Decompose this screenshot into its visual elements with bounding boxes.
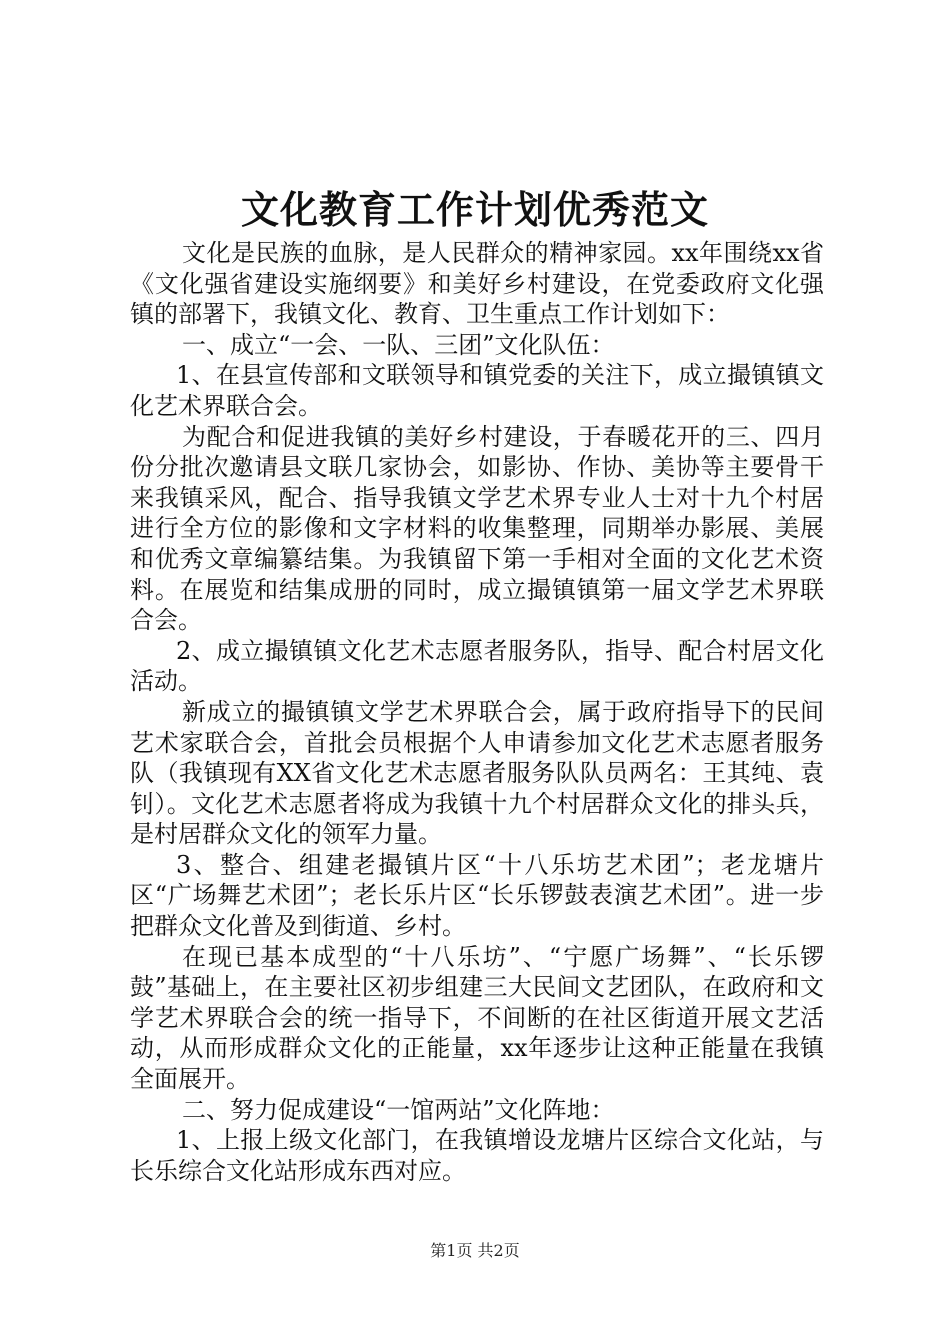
paragraph-1-3-detail: 在现已基本成型的“十八乐坊”、“宁愿广场舞”、“长乐锣鼓”基础上，在主要社区初步组建三大民间文艺团队，在政府和文学艺术界联合会的统一指导下，不间断的在社区街道开展文艺活动，从而形成群众文化的正能量，xx年逐步让这种正能量在我镇全面展开。	[130, 942, 824, 1094]
list-item-1-1: 1、在县宣传部和文联领导和镇党委的关注下，成立撮镇镇文化艺术界联合会。	[130, 361, 824, 420]
document-title: 文化教育工作计划优秀范文	[240, 187, 709, 232]
paragraph-1-1-detail: 为配合和促进我镇的美好乡村建设，于春暖花开的三、四月份分批次邀请县文联几家协会，如影协、作协、美协等主要骨干来我镇采风，配合、指导我镇文学艺术界专业人士对十九个村居进行全方位的影像和文字材料的收集整理，同期举办影展、美展和优秀文章编纂结集。为我镇留下第一手相对全面的文化艺术资料。在展览和结集成册的同时，成立撮镇镇第一届文学艺术界联合会。	[130, 422, 824, 635]
list-item-2-1: 1、上报上级文化部门，在我镇增设龙塘片区综合文化站，与长乐综合文化站形成东西对应。	[130, 1126, 824, 1185]
section-heading-1: 一、成立“一会、一队、三团”文化队伍：	[182, 330, 615, 359]
list-item-1-3: 3、整合、组建老撮镇片区“十八乐坊艺术团”；老龙塘片区“广场舞艺术团”；老长乐片区“长乐锣鼓表演艺术团”。进一步把群众文化普及到街道、乡村。	[130, 850, 824, 941]
list-item-1-2: 2、成立撮镇镇文化艺术志愿者服务队，指导、配合村居文化活动。	[130, 636, 824, 696]
paragraph-1-2-detail: 新成立的撮镇镇文学艺术界联合会，属于政府指导下的民间艺术家联合会，首批会员根据个人申请参加文化艺术志愿者服务队（我镇现有XX省文化艺术志愿者服务队队员两名：王其纯、袁钊）。文化艺术志愿者将成为我镇十九个村居群众文化的排头兵，是村居群众文化的领军力量。	[130, 697, 824, 849]
page-indicator: 第1页 共2页	[430, 1241, 520, 1260]
paragraph-intro: 文化是民族的血脉，是人民群众的精神家园。xx年围绕xx省《文化强省建设实施纲要》和美好乡村建设，在党委政府文化强镇的部署下，我镇文化、教育、卫生重点工作计划如下：	[130, 239, 824, 329]
document-body	[130, 238, 824, 1186]
section-heading-2: 二、努力促成建设“一馆两站”文化阵地：	[182, 1095, 615, 1124]
